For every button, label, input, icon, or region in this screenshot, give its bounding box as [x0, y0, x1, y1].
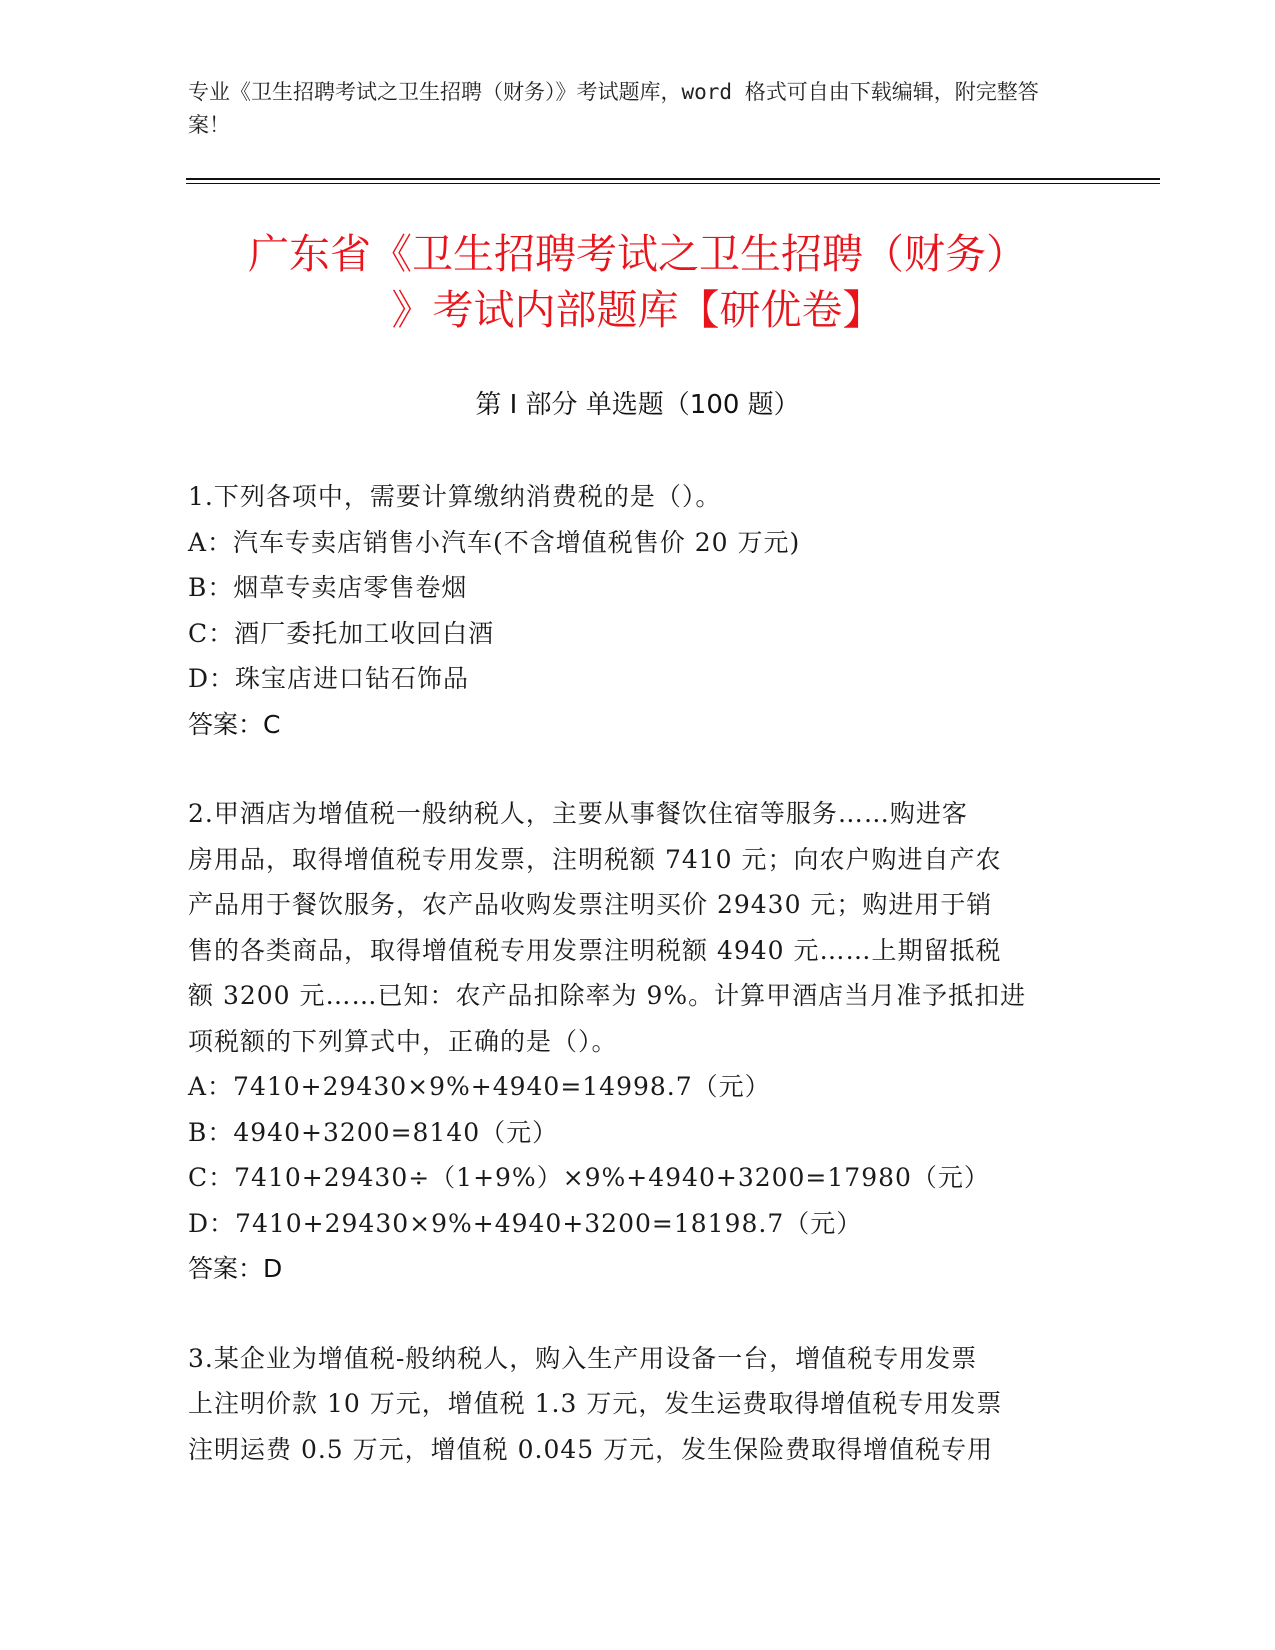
- option-a: A：7410+29430×9%+4940=14998.7（元）: [188, 1072, 771, 1101]
- question-stem-line-5: 额 3200 元……已知：农产品扣除率为 9%。计算甲酒店当月准予抵扣进: [188, 981, 1027, 1010]
- question-stem-line-1: 3.某企业为增值税-般纳税人，购入生产用设备一台，增值税专用发票: [188, 1343, 978, 1373]
- question-list: [188, 474, 1088, 1516]
- option-b: B：烟草专卖店零售卷烟: [188, 573, 468, 602]
- option-c: C：7410+29430÷（1+9%）×9%+4940+3200=17980（元）: [188, 1163, 990, 1192]
- option-a: A：汽车专卖店销售小汽车(不含增值税售价 20 万元): [188, 527, 801, 557]
- document-title-line-2: 》考试内部题库【研优卷】: [391, 286, 884, 334]
- question-stem-line-3: 注明运费 0.5 万元，增值税 0.045 万元，发生保险费取得增值税专用: [188, 1434, 994, 1464]
- question-stem-line-2: 上注明价款 10 万元，增值税 1.3 万元，发生运费取得增值税专用发票: [188, 1389, 1003, 1418]
- option-c: C：酒厂委托加工收回白酒: [188, 618, 495, 648]
- answer: 答案：D: [188, 1254, 283, 1283]
- option-d: D：珠宝店进口钻石饰品: [188, 664, 470, 693]
- answer: 答案：C: [188, 709, 281, 739]
- question-stem: 1.下列各项中，需要计算缴纳消费税的是（）。: [188, 482, 722, 511]
- document-title: [150, 226, 1125, 338]
- option-d: D：7410+29430×9%+4940+3200=18198.7（元）: [188, 1208, 863, 1238]
- question-stem-line-1: 2.甲酒店为增值税一般纳税人，主要从事餐饮住宿等服务……购进客: [188, 799, 968, 828]
- question-1: [188, 474, 1088, 747]
- document-title-line-1: 广东省《卫生招聘考试之卫生招聘（财务）: [248, 230, 1027, 278]
- question-stem-line-2: 房用品，取得增值税专用发票，注明税额 7410 元；向农户购进自产农: [188, 844, 1002, 874]
- option-b: B：4940+3200=8140（元）: [188, 1117, 559, 1147]
- header-rule-thick: [186, 178, 1160, 180]
- section-heading: 第 I 部分 单选题（100 题）: [475, 390, 800, 420]
- question-2: [188, 791, 1088, 1292]
- question-stem-line-3: 产品用于餐饮服务，农产品收购发票注明买价 29430 元；购进用于销: [188, 890, 993, 919]
- question-stem-line-6: 项税额的下列算式中，正确的是（）。: [188, 1026, 618, 1056]
- question-stem-line-4: 售的各类商品，取得增值税专用发票注明税额 4940 元……上期留抵税: [188, 935, 1002, 965]
- question-3: [188, 1336, 1088, 1473]
- header-note: 专业《卫生招聘考试之卫生招聘（财务）》考试题库，word 格式可自由下载编辑，附完整答案！: [188, 80, 1039, 137]
- header-rule-thin: [186, 183, 1160, 184]
